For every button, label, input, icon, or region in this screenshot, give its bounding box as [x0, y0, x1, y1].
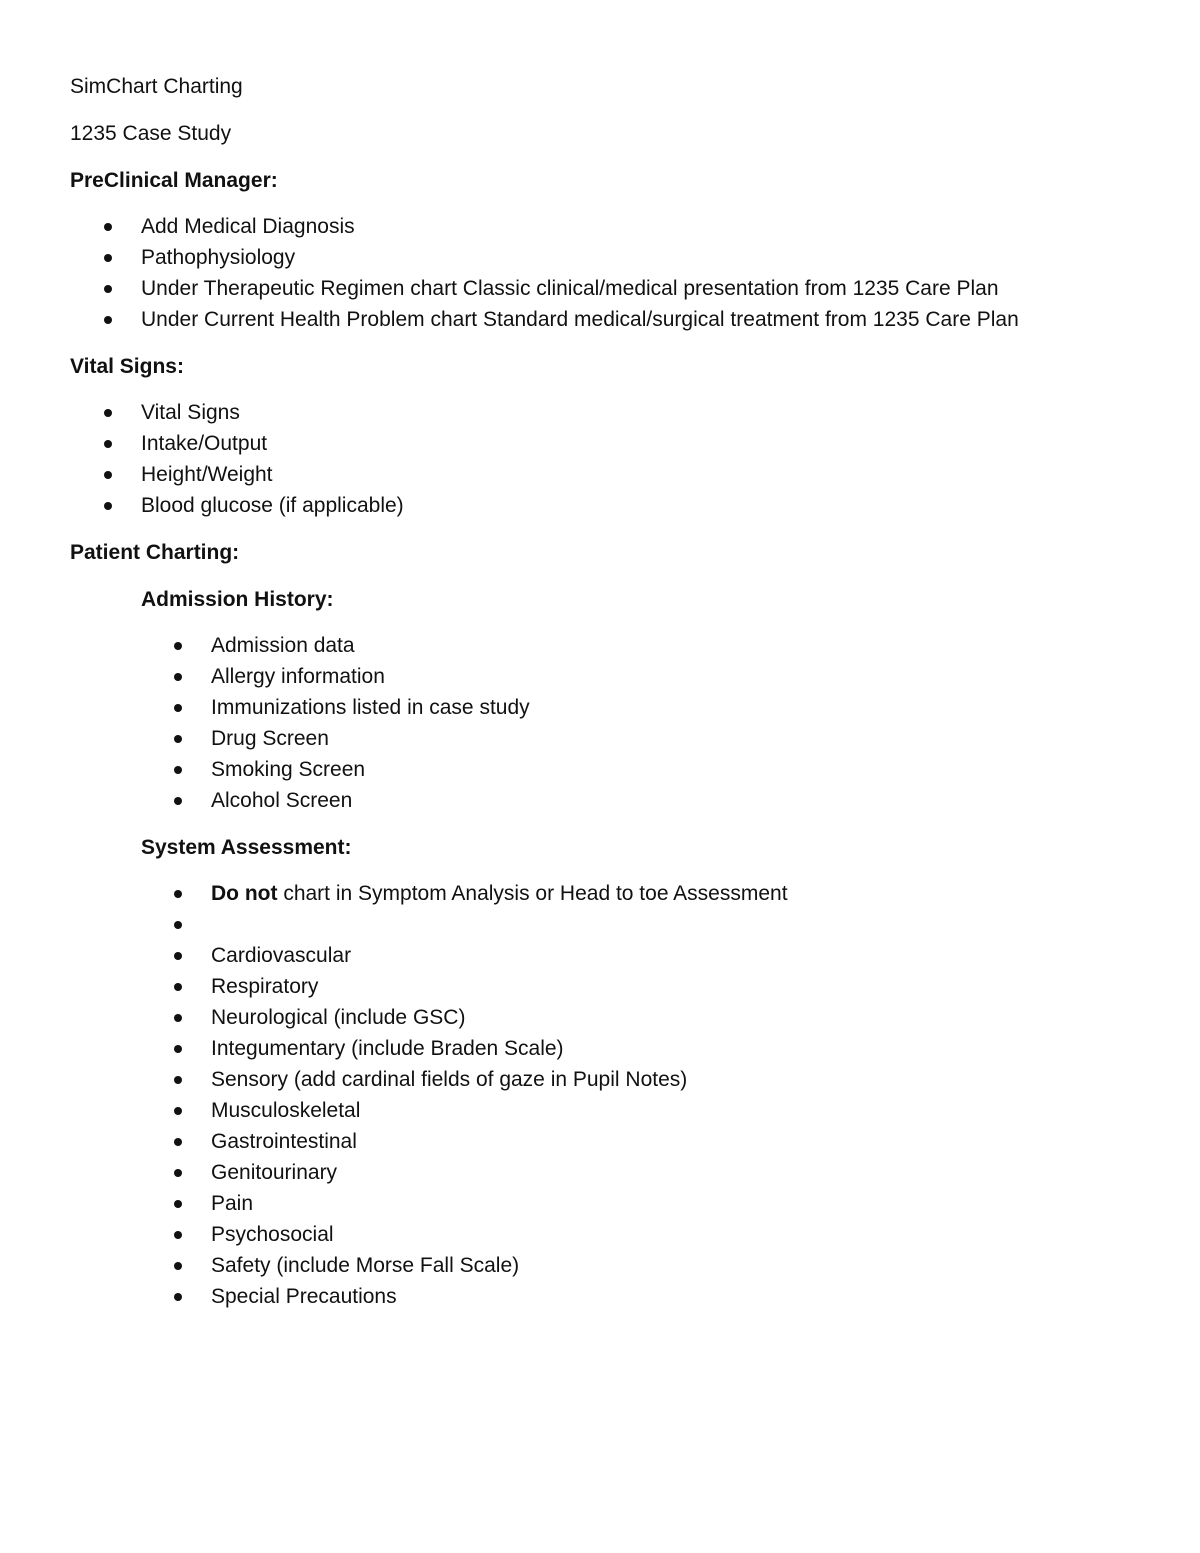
bullet-icon: [104, 440, 112, 448]
list-item-text: Immunizations listed in case study: [211, 696, 530, 719]
bullet-icon: [174, 1262, 182, 1270]
list-item: [211, 1162, 788, 1193]
list-item: [211, 1038, 788, 1069]
bullet-icon: [174, 890, 182, 898]
bullet-icon: [174, 735, 182, 743]
list-item: [211, 1286, 788, 1317]
list-item: [211, 790, 530, 821]
list-item-text: Add Medical Diagnosis: [141, 215, 355, 238]
preclinical-list: [141, 216, 1019, 340]
admission-history-heading: Admission History:: [141, 588, 334, 611]
list-item-text: Special Precautions: [211, 1285, 397, 1308]
bullet-icon: [174, 1293, 182, 1301]
system-assessment-heading: System Assessment:: [141, 836, 352, 859]
list-item-text: Intake/Output: [141, 432, 268, 455]
bullet-icon: [174, 1076, 182, 1084]
list-item: [141, 464, 404, 495]
system-assessment-list: [211, 883, 788, 1317]
list-item: [211, 728, 530, 759]
bullet-icon: [174, 1231, 182, 1239]
list-item: [211, 1255, 788, 1286]
list-item-text: Pathophysiology: [141, 246, 296, 269]
bullet-icon: [174, 704, 182, 712]
bullet-icon: [174, 766, 182, 774]
bullet-icon: [104, 285, 112, 293]
list-item: [211, 759, 530, 790]
list-item-text: Admission data: [211, 634, 355, 657]
bullet-icon: [174, 921, 182, 929]
bullet-icon: [174, 983, 182, 991]
list-item-text: Drug Screen: [211, 727, 329, 750]
list-item-text: Smoking Screen: [211, 758, 366, 781]
vitals-list: [141, 402, 404, 526]
list-item: [211, 976, 788, 1007]
bullet-icon: [174, 1169, 182, 1177]
list-item-text: Psychosocial: [211, 1223, 334, 1246]
bullet-icon: [104, 502, 112, 510]
list-item-text: Gastrointestinal: [211, 1130, 357, 1153]
list-item-text: Pain: [211, 1192, 254, 1215]
bullet-icon: [174, 1200, 182, 1208]
bullet-icon: [104, 471, 112, 479]
list-item: [211, 1131, 788, 1162]
list-item-bold-text: Do not: [211, 882, 278, 905]
list-item-text: Vital Signs: [141, 401, 240, 424]
list-item-text: Respiratory: [211, 975, 319, 998]
bullet-icon: [174, 1045, 182, 1053]
bullet-icon: [104, 254, 112, 262]
doc-title: SimChart Charting: [70, 75, 243, 98]
list-item-text: Integumentary (include Braden Scale): [211, 1037, 564, 1060]
vitals-heading: Vital Signs:: [70, 355, 184, 378]
bullet-icon: [174, 673, 182, 681]
list-item-text: Alcohol Screen: [211, 789, 353, 812]
list-item-text: Blood glucose (if applicable): [141, 494, 404, 517]
bullet-icon: [174, 1107, 182, 1115]
patient-charting-heading: Patient Charting:: [70, 541, 240, 564]
bullet-icon: [174, 797, 182, 805]
list-item-text: Musculoskeletal: [211, 1099, 361, 1122]
list-item-text: Neurological (include GSC): [211, 1006, 466, 1029]
list-item: [211, 697, 530, 728]
list-item: [141, 278, 1019, 309]
list-item: [141, 309, 1019, 340]
list-item-text: Height/Weight: [141, 463, 273, 486]
doc-subtitle: 1235 Case Study: [70, 122, 232, 145]
list-item-text: Under Therapeutic Regimen chart Classic clinical/medical presentation from 1235 Care Plan: [141, 277, 999, 300]
bullet-icon: [174, 952, 182, 960]
bullet-icon: [174, 642, 182, 650]
list-item: [141, 433, 404, 464]
list-item-text: Allergy information: [211, 665, 385, 688]
list-item-text: Under Current Health Problem chart Standard medical/surgical treatment from 1235 Care Plan: [141, 308, 1019, 331]
list-item-text: chart in Symptom Analysis or Head to toe Assessment: [277, 882, 788, 905]
list-item-text: Cardiovascular: [211, 944, 352, 967]
list-item: [211, 666, 530, 697]
bullet-icon: [174, 1138, 182, 1146]
admission-list: [211, 635, 530, 821]
preclinical-heading: PreClinical Manager:: [70, 169, 278, 192]
list-item: [211, 1224, 788, 1255]
list-item: [211, 1193, 788, 1224]
list-item-empty: [211, 914, 788, 945]
list-item-text: Genitourinary: [211, 1161, 338, 1184]
list-item: [141, 402, 404, 433]
list-item: [211, 883, 788, 914]
list-item: [211, 635, 530, 666]
list-item: [141, 247, 1019, 278]
list-item: [211, 1069, 788, 1100]
list-item: [141, 495, 404, 526]
list-item: [211, 1007, 788, 1038]
list-item: [141, 216, 1019, 247]
bullet-icon: [104, 316, 112, 324]
list-item-text: Safety (include Morse Fall Scale): [211, 1254, 520, 1277]
list-item-text: Sensory (add cardinal fields of gaze in Pupil Notes): [211, 1068, 688, 1091]
list-item: [211, 1100, 788, 1131]
bullet-icon: [104, 409, 112, 417]
bullet-icon: [174, 1014, 182, 1022]
bullet-icon: [104, 223, 112, 231]
list-item: [211, 945, 788, 976]
